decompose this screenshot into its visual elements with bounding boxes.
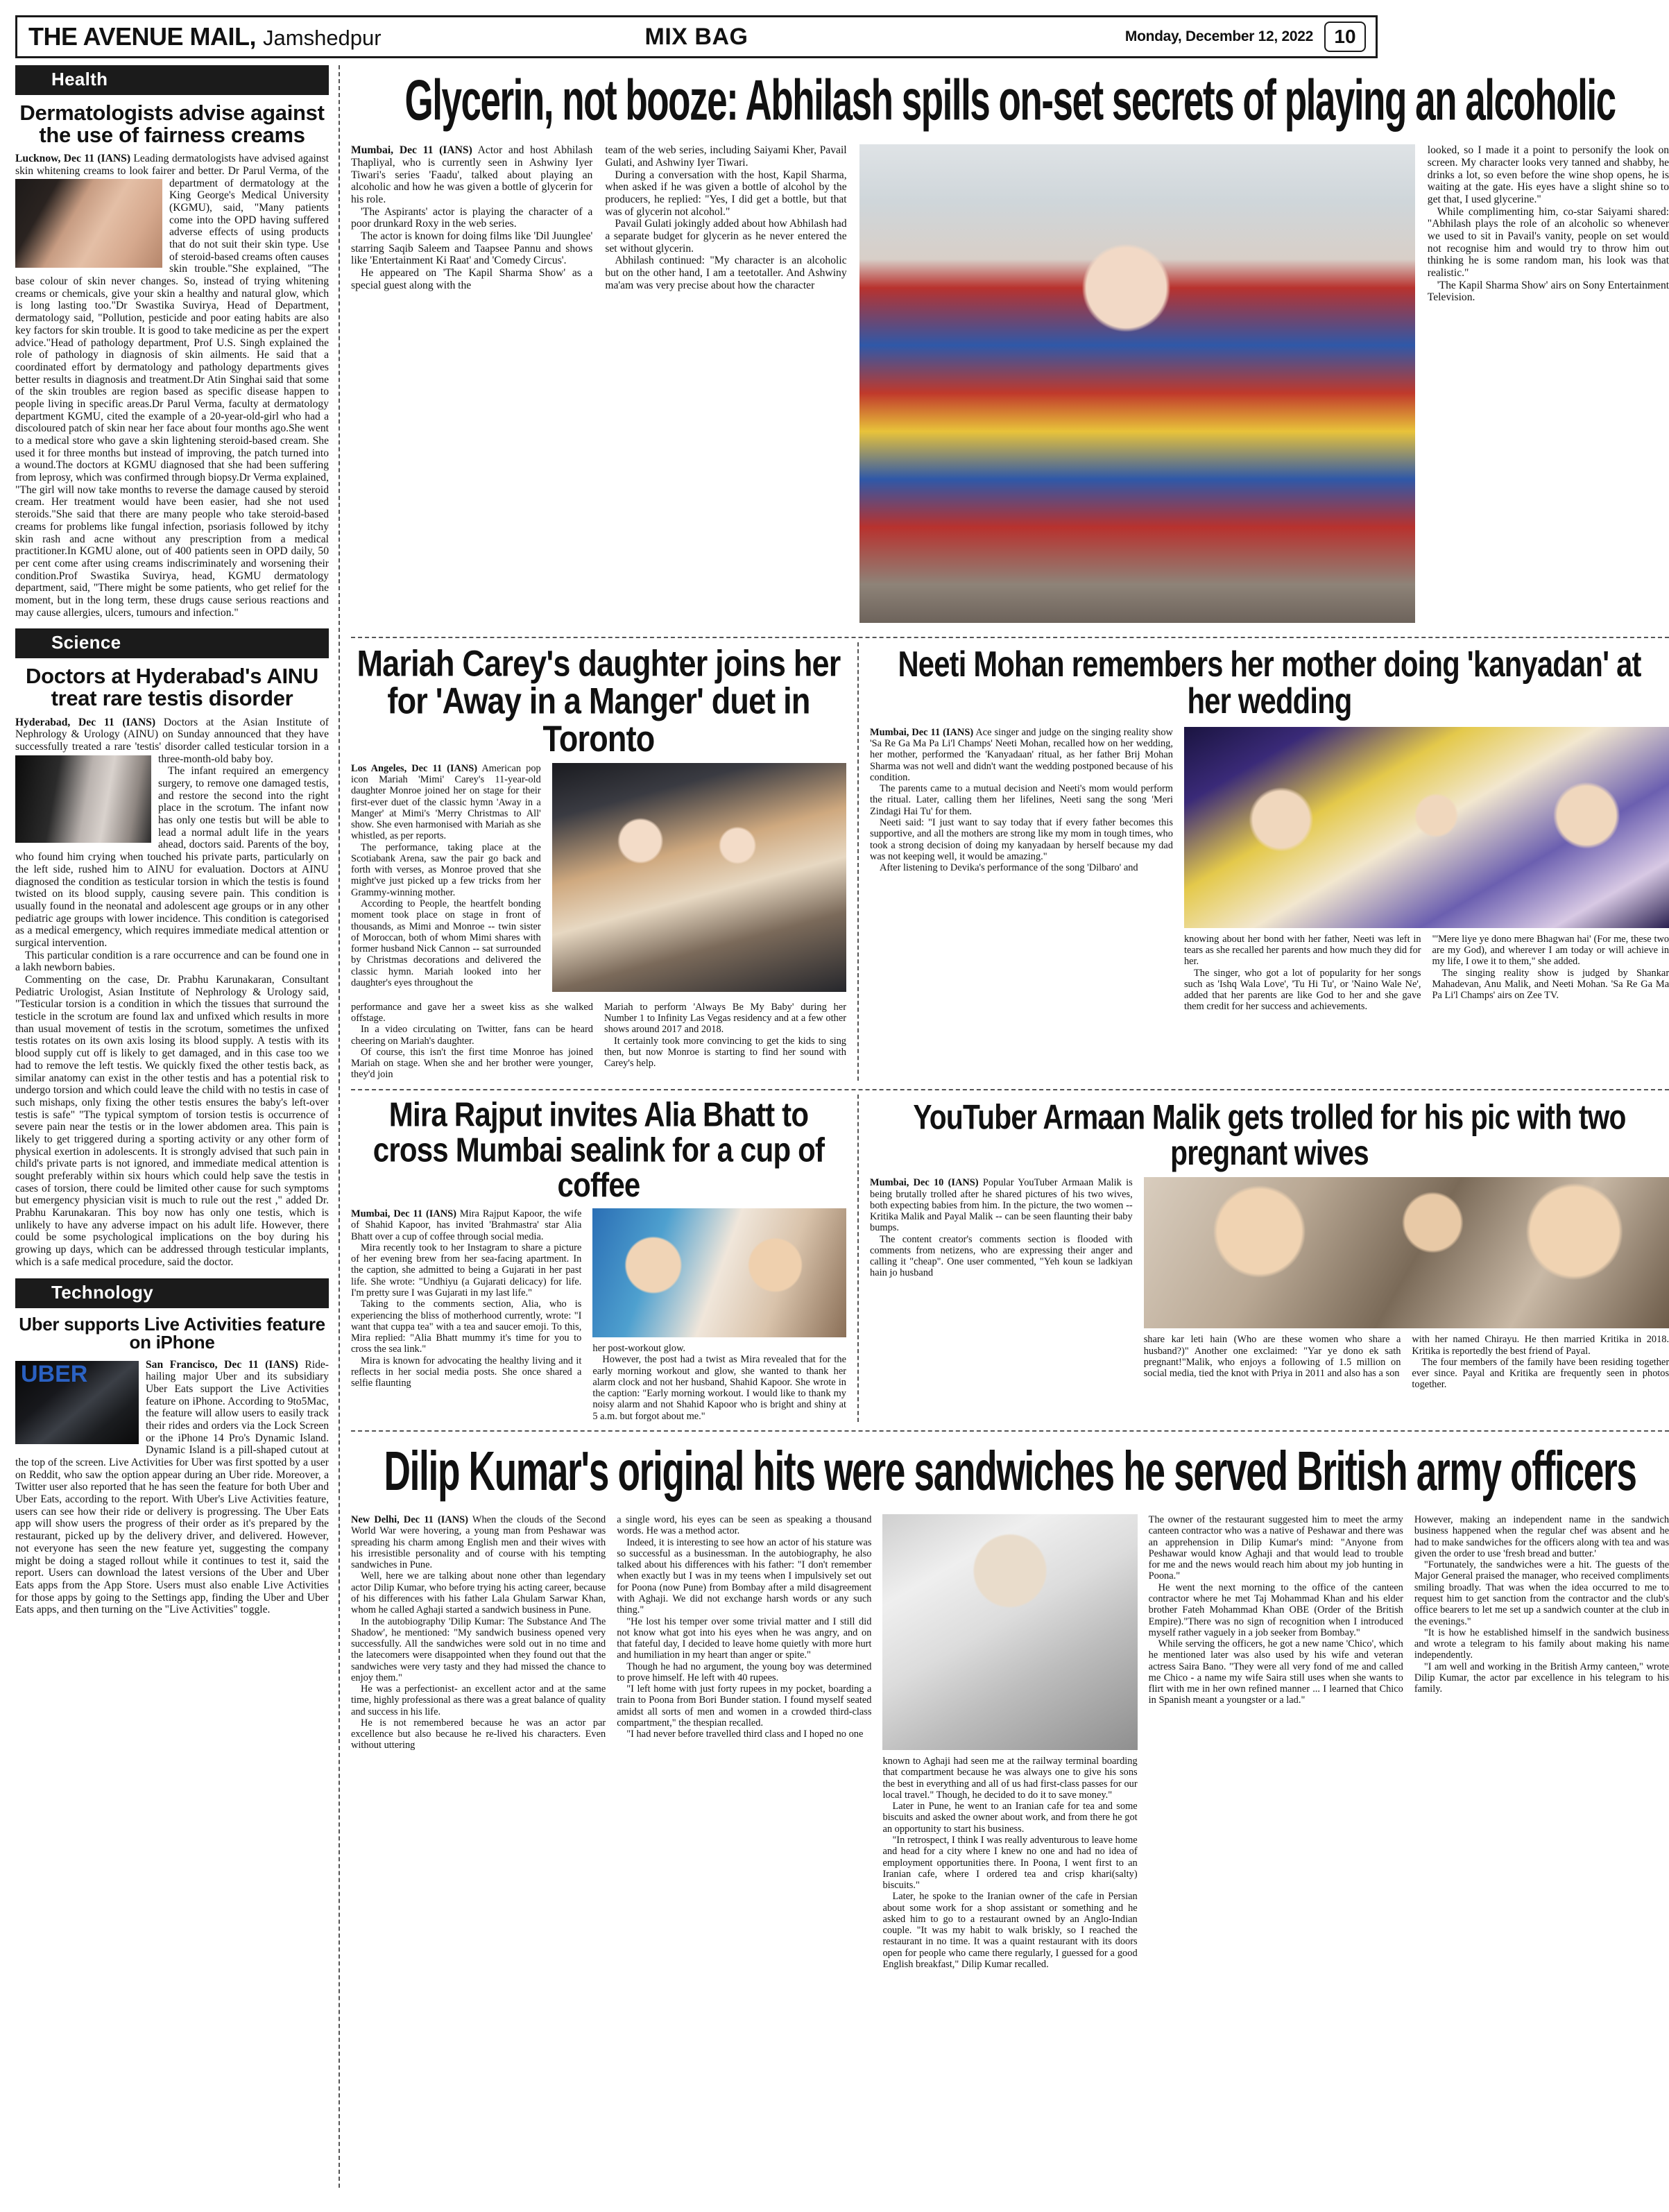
paragraph: "I am well and working in the British Army canteen," wrote Dilip Kumar, the actor par excellence in his telegram to his family. — [1414, 1661, 1669, 1695]
lead-col-2 — [605, 144, 846, 628]
mira-top — [351, 1208, 846, 1422]
paragraph: Actor and host Abhilash Thapliyal, who is currently seen in Ashwiny Iyer Tiwari's series 'Faadu', talked about playing an alcoholic and how he was given a bottle of glycerin for his role. — [351, 144, 593, 205]
sidebar-column — [15, 65, 340, 2188]
mira-dateline: Mumbai, Dec 11 (IANS) — [351, 1208, 456, 1220]
mira-headline: Mira Rajput invites Alia Bhatt to cross Mumbai sealink for a cup of coffee — [373, 1095, 825, 1204]
technology-headline: Uber supports Live Activities feature on iPhone — [19, 1313, 325, 1353]
paragraph: Of course, this isn't the first time Monroe has joined Mariah on stage. When she and her brother were younger, they'd join — [351, 1046, 593, 1081]
neeti-col-1 — [870, 727, 1173, 1013]
neeti-photo-wrap — [1184, 727, 1669, 1013]
masthead-meta — [1125, 22, 1366, 52]
dilip-text-3 — [882, 1756, 1137, 1970]
paragraph: "He lost his temper over some trivial matter and I still did not know what got into his eyes when he was angry, and on that fateful day, I decided to leave home quietly with more hurt and humiliation in my heart than anger or spite." — [617, 1615, 872, 1661]
neeti-text-2 — [1184, 934, 1421, 1013]
dilip-text-2 — [617, 1514, 871, 1740]
armaan-text-1 — [870, 1177, 1133, 1278]
neeti-under-photo — [1184, 934, 1669, 1013]
paragraph: The performance, taking place at the Scotiabank Arena, saw the pair go back and forth with verses, as Monroe proved that she might've just picked up a few tricks from her Grammy-winning mother. — [351, 841, 541, 898]
paragraph: However, making an independent name in the sandwich business happened when the regular chef was absent and he had to make sandwiches for the officers along with tea and was given the order to use 'fresh bread and butter.' — [1414, 1514, 1669, 1559]
technology-body: Ride-hailing major Uber and its subsidiary Uber Eats support the Live Activities feature on iPhone. According to 9to5Mac, the feature will allow users to easily track their rides and orders via the Lock Screen or the iPhone 14 Pro's Dynamic Island. Dynamic Island is a pill-shaped cutout at the top of the screen. Live Activities for Uber was first spotted by a user on Reddit, who saw the option appear during an Uber ride. Moreover, a Twitter user also reported that he has seen the feature for both Uber and Uber Eats, according to the report. With Uber's Live Activities feature, users can see how their ride or delivery is progressing. The Uber Eats app will show users the progress of their order as it's prepared by the restaurant, picked up by the delivery driver, and delivered. However, not everyone has seen the new feature yet, suggesting the company might be doing a staged rollout while it continues to test it, said the report. Users can download the latest versions of the Uber and Uber Eats apps from the App Store. Users must also enable Live Activities for those apps by going to the Settings app, finding the Uber and Uber Eats apps, and then turning on the "Live Activities" toggle. — [15, 1358, 329, 1616]
neeti-text-1 — [870, 727, 1173, 873]
paragraph: In a video circulating on Twitter, fans can be heard cheering on Mariah's daughter. — [351, 1024, 593, 1047]
dilip-col-4 — [1149, 1514, 1403, 1970]
dilip-text-5 — [1414, 1514, 1669, 1695]
paragraph: "I had never before travelled third class and I hoped no one — [626, 1729, 864, 1740]
lead-story-columns — [351, 144, 1669, 628]
lead-story — [351, 65, 1669, 628]
neeti-text-3 — [1432, 934, 1669, 1013]
armaan-col-1 — [870, 1177, 1133, 1390]
armaan-text-3 — [1412, 1334, 1669, 1390]
paragraph: performance and gave her a sweet kiss as she walked offstage. — [351, 1001, 593, 1024]
newspaper-title: THE AVENUE MAIL, — [28, 22, 257, 51]
lead-headline: Glycerin, not booze: Abhilash spills on-set secrets of playing an alcoholic — [404, 68, 1616, 133]
page-number-badge: 10 — [1324, 22, 1366, 52]
paragraph: After listening to Devika's performance of the song 'Dilbaro' and — [880, 862, 1138, 874]
paragraph: Though he had no argument, the young boy was determined to prove himself. He left with 40 rupees. — [617, 1661, 872, 1683]
paragraph: Ace singer and judge on the singing reality show 'Sa Re Ga Ma Pa Li'l Champs' Neeti Mohan, recalled how on her wedding, her mother, performed the 'Kanyadaan' ritual, as her father Brij Mohan Sharma was not well and didn't want the wedding postponed because of his condition. — [870, 726, 1173, 783]
lead-text-3 — [1428, 144, 1669, 304]
paragraph: While complimenting him, co-star Saiyami shared: "Abhilash plays the role of an alcoholic so whenever we used to sit in Pavail's vanity, people on set would not recognise him and would try to throw him out thinking he is some random man, his look was that realistic." — [1427, 205, 1669, 279]
paragraph: Pavail Gulati jokingly added about how Abhilash had a separate budget for glycerin as he never entered the set without glycerin. — [605, 218, 847, 255]
mariah-col-1 — [351, 763, 541, 997]
armaan-under-photo — [1144, 1334, 1669, 1390]
science-headline: Doctors at Hyderabad's AINU treat rare testis disorder — [26, 664, 318, 710]
lead-text-2 — [605, 144, 846, 291]
paragraph: The actor is known for doing films like 'Dil Juunglee' starring Saqib Saleem and Taapsee Pannu and shows like 'Entertainment Ki Raat' and 'Comedy Circus'. — [351, 230, 593, 267]
mariah-dateline: Los Angeles, Dec 11 (IANS) — [351, 762, 478, 774]
paragraph: Popular YouTuber Armaan Malik is being brutally trolled after he shared pictures of his two wives, both expecting babies from him. In the picture, the two women -- Kritika Malik and Payal Malik -- can be seen flaunting their baby bumps. — [870, 1177, 1133, 1234]
neeti-col-1-text — [870, 727, 1173, 873]
section-name: MIX BAG — [644, 23, 748, 50]
neeti-headline: Neeti Mohan remembers her mother doing 'kanyadan' at her wedding — [898, 644, 1641, 721]
masthead-brand — [28, 22, 382, 51]
paragraph: Taking to the comments section, Alia, who is experiencing the bliss of motherhood currently, wrote: "I want that cuppa tea" with a tea and saucer emoji. To this, Mira replied: "Alia Bhatt mummy it's time for you to cross the sea link." — [351, 1298, 582, 1355]
mariah-photo-wrap — [552, 763, 846, 997]
mira-col-1-text — [351, 1208, 581, 1389]
lead-dateline: Mumbai, Dec 11 (IANS) — [351, 144, 472, 157]
armaan-wives-photo — [1144, 1177, 1669, 1328]
health-headline: Dermatologists advise against the use of fairness creams — [19, 101, 325, 147]
paragraph: Indeed, it is interesting to see how an actor of his stature was so successful as a businessman. In the autobiography, he also talked about his differences with his father: "I don't remember when exactly but I was in my teens when I impulsively set out for Poona (now Pune) from Bombay after a mild disagreement with Aghaji. We did not exchange harsh words or any such thing." — [617, 1536, 872, 1616]
paragraph: team of the web series, including Saiyami Kher, Pavail Gulati, and Ashwiny Iyer Tiwari. — [605, 144, 847, 169]
dilip-kumar-portrait-photo — [882, 1514, 1137, 1750]
dilip-text-4 — [1149, 1514, 1403, 1706]
dilip-columns — [351, 1514, 1669, 1970]
divider-1 — [351, 637, 1669, 638]
row-2 — [351, 1095, 1669, 1422]
paragraph: The singing reality show is judged by Shankar Mahadevan, Anu Malik, and Neeti Mohan. 'Sa Re Ga Ma Pa Li'l Champs' airs on Zee TV. — [1432, 967, 1669, 1002]
main-column — [340, 65, 1669, 2188]
science-p4: Commenting on the case, Dr. Prabhu Karunakaran, Consultant Pediatric Urologist, Asian Institute of Nephrology & Urology said, "Testicular torsion is a condition in which the tissues that surround the testicle in the scrotum are found lax and unfixed which results in more than usual movement of testis in the scrotum, sometimes the unfixed testis rotates on its own axis losing its blood supply. A testis with its blood supply cut off is likely to get damaged, and in this case too we had to remove the left testis. We quickly fixed the other testis back, as similar anatomy can exist in the other testis and has a potential risk to undergo torsion and which could leave the child with no testis in case of such mishaps, only fixing the other testis ensures the baby's left-over testis is safe" "The typical symptom of torsion testis is occurrence of severe pain near the testis or in the lower abdomen area. This pain is likely to get triggered during a sporting activity or any other form of physical exertion in adolescents. It is strongly advised that such pain in child's private parts is not ignored, and immediate medical attention is sought preferably within six hours which could help save the testis in cases of torsion, there could be limited other cause for such symptoms but emergency physician visit is much to rule out the rest ," added Dr. Prabhu Karunakaran. This boy now has only one testis, which is unlikely to have any adverse impact on his adult life. However, there could be some psychological implications on the boy during his growing up days, which can be addressed through testicular implants, which is a safe medical procedure, said the doctor. — [15, 974, 329, 1268]
lead-col-1 — [351, 144, 592, 628]
paragraph: During a conversation with the host, Kapil Sharma, when asked if he was given a bottle of alcohol by the producers, he replied: "Yes, I did get a bottle, but that was of glycerin not alcohol." — [605, 169, 847, 218]
paragraph: American pop icon Mariah 'Mimi' Carey's 11-year-old daughter Monroe joined her on stage for their first-ever duet of the classic hymn 'Away in a Manger' at Mimi's 'Merry Christmas to All' show. She even harmonised with Mariah as she whistled, as per reports. — [351, 762, 541, 842]
paragraph: "It is how he established himself in the sandwich business and wrote a telegram to his family about making his name independently. — [1414, 1627, 1669, 1661]
armaan-headline: YouTuber Armaan Malik gets trolled for his pic with two pregnant wives — [913, 1097, 1626, 1172]
uber-logo-photo — [15, 1361, 139, 1444]
paragraph: "Fortunately, the sandwiches were a hit. The guests of the Major General praised the manager, who received compliments smiling broadly. That was when the idea occurred to me to request him to get sanction from the contractor and the club's office bearers to let me set up a sandwich counter at the club in the evenings." — [1414, 1559, 1669, 1627]
paragraph: According to People, the heartfelt bonding moment took place on stage in front of thousands, as Mimi and Monroe -- twin sister of Moroccan, both of whom Mimi shares with former husband Nick Cannon -- sat surrounded by Christmas decorations and delivered the classic hymn. Mariah looked into her daughter's eyes throughout the — [351, 898, 541, 988]
lead-col-1-text — [351, 144, 592, 291]
publication-date: Monday, December 12, 2022 — [1124, 28, 1313, 44]
mariah-top — [351, 763, 846, 997]
mira-text-2 — [592, 1343, 846, 1422]
technology-dateline: San Francisco, Dec 11 (IANS) — [146, 1358, 298, 1371]
paragraph: The owner of the restaurant suggested him to meet the army canteen contractor who was a native of Peshawar and there was an apprehension in Dilip Kumar's mind: "Anyone from Peshawar would know Aghaji and that would lead to trouble for me and the news would reach him about my job hunting in Poona." — [1148, 1514, 1403, 1582]
mira-text-1 — [351, 1208, 581, 1389]
paragraph: knowing about her bond with her father, Neeti was left in tears as she recalled her parents and how much they did for her. — [1183, 933, 1421, 968]
paragraph: When the clouds of the Second World War were hovering, a young man from Peshawar was spreading his charm among English men and their wives with his irresistible personality and of course with his tempting sandwiches in Pune. — [351, 1514, 606, 1571]
fairness-cream-photo — [15, 179, 162, 268]
armaan-story — [857, 1095, 1669, 1422]
newspaper-city: Jamshedpur — [263, 26, 382, 50]
mariah-text-2 — [351, 1002, 593, 1081]
mira-col-1 — [351, 1208, 581, 1422]
paragraph: He appeared on 'The Kapil Sharma Show' as a special guest along with the — [351, 267, 593, 291]
paragraph: 'The Kapil Sharma Show' airs on Sony Entertainment Television. — [1427, 279, 1669, 304]
dilip-col-5 — [1414, 1514, 1669, 1970]
paragraph: Abhilash continued: "My character is an alcoholic but on the other hand, I am a teetotaller. And Ashwiny ma'am was very precise about how the character — [605, 255, 847, 291]
mariah-col-1-text — [351, 763, 541, 988]
paragraph: While serving the officers, he got a new name 'Chico', which he mentioned later was also used by his wife and veteran actress Saira Bano. "They were all very fond of me and called me Chico - a name my wife Saira still uses when she wants to flirt with me in her own refined manner ... I learned that Chico in Spanish meant a youngster or a lad." — [1148, 1638, 1403, 1706]
armaan-text-2: share kar leti hain (Who are these women who share a husband?)" Another one exclaimed: "Yar ye dono ek sath pregnant!"Malik, who enjoys a following of 1.5 million on social media, tied the knot with Priya in 2011 and also has a son — [1143, 1334, 1401, 1380]
mariah-story — [351, 642, 857, 1081]
paragraph: Neeti said: "I just want to say today that if every father becomes this supportive, and all the mothers are strong like my mom in tough times, who took a strong decision of doing my kanyadaan by herself because my dad was not keeping well, it would be amazing." — [870, 816, 1173, 862]
mariah-monroe-stage-photo — [552, 763, 846, 992]
neeti-dateline: Mumbai, Dec 11 (IANS) — [870, 726, 974, 738]
section-header-technology: Technology — [15, 1278, 329, 1308]
masthead — [15, 15, 1378, 58]
mira-story — [351, 1095, 857, 1422]
paragraph: Mariah to perform 'Always Be My Baby' during her Number 1 to Infinity Las Vegas residency and at a few other shows around 2017 and 2018. — [604, 1001, 846, 1036]
paragraph: The parents came to a mutual decision and Neeti's mom would perform the ritual. Later, calling them her lifelines, Neeti sang the song 'Meri Zindagi Hai Tu' for them. — [870, 783, 1173, 817]
dilip-col-1 — [351, 1514, 606, 1970]
dilip-story — [351, 1434, 1669, 1970]
paragraph: The content creator's comments section is flooded with comments from netizens, who are expressing their anger and calling it "cheap". One user commented, "Yeh koun se ladkiyan hain jo husband — [870, 1233, 1133, 1279]
armaan-dateline: Mumbai, Dec 10 (IANS) — [870, 1177, 979, 1189]
technology-article-body — [15, 1359, 329, 1616]
paragraph: a single word, his eyes can be seen as speaking a thousand words. He was a method actor. — [617, 1514, 872, 1537]
paragraph: Mira is known for advocating the healthy living and it reflects in her social media posts. She once shared a selfie flaunting — [351, 1355, 582, 1389]
page-body — [15, 65, 1669, 2188]
dilip-col-1-text — [351, 1514, 606, 1751]
neeti-story — [857, 642, 1669, 1081]
health-dateline: Lucknow, Dec 11 (IANS) — [15, 153, 131, 165]
paragraph: "'Mere liye ye dono mere Bhagwan hai' (For me, these two are my God), and wherever I am today or will achieve in my life, I owe it to them," she added. — [1432, 933, 1669, 968]
divider-2 — [351, 1089, 1669, 1090]
mariah-text-3 — [604, 1002, 846, 1081]
paragraph: He went the next morning to the office of the canteen contractor where he met Taj Mohammad Khan and his elder brother Fateh Mohammad Khan OBE (Order of the British Empire)."There was no sign of recognition when I introduced myself rather vaguely in a job seeker from Bombay." — [1148, 1581, 1403, 1638]
lead-photo-wrap — [859, 144, 1415, 628]
armaan-top — [870, 1177, 1669, 1390]
science-article-body — [15, 717, 329, 1269]
paragraph: Later, he spoke to the Iranian owner of the cafe in Persian about some work for a shop assistant or something and he asked him to go to a restaurant owned by an Anglo-Indian couple. "It was my habit to walk briskly, so I reached the restaurant in no time. It was a quaint restaurant with its doors open for people who came there regularly, I guessed for a good English breakfast," Dilip Kumar recalled. — [882, 1891, 1138, 1970]
health-body: Dr Parul Verma, of the department of dermatology at the King George's Medical University (KGMU), said, "Many patients come into the OPD having suffered adverse effects of using products that do not suit their skin type. Use of steroid-based creams often causes skin trouble."She explained, "The base colour of skin never changes. So, instead of trying whitening creams or chemicals, give your skin a healthy and natural glow, which is long lasting too."Dr Swastika Suvirya, Head of Department, dermatology said, "Pollution, pesticide and poor eating habits are also key factors for skin trouble. It is good to take medicine as per the expert advice."Head of pathology department, Prof U.S. Singh explained the role of pathology in diagnosis of skin ailments. He said that a coordinated effort by dermatology and pathology departments gives better results in diagnosis and treatment.Dr Atin Singhai said that some of the skin troubles are region based as specific disease happen to people living in specific areas.Dr Parul Verma, faculty at dermatology department KGMU, cited the example of a 20-year-old-girl who had a discoloured patch of skin near her face about four months ago.She went to a medical store who gave a skin lightening steroid-based cream. She used it for three months but instead of improving, the patch turned into a wound.The doctors at KGMU diagnosed that she had been suffering from leprosy, which was confirmed through biopsy.Dr Verma explained, "The girl will now take months to reverse the damage caused by steroid cream. Her treatment would have been easier, had she not used steroids."She said that there are many people who take steroid-based creams for problems like fungal infection, psoriasis followed by itchy skin rash and acne without any prescription from a medical practitioner.In KGMU alone, out of 400 patients seen in OPD daily, 50 per cent come after using creams indiscriminately and worsening their condition.Prof Swastika Suvirya, head, KGMU dermatology department, said, "There might be some patients, who get relief for the moment, but in the long term, these drugs cause serious reactions and may cause allergies, ulcers, tumours and infection." — [15, 164, 329, 619]
paragraph: The singer, who got a lot of popularity for her songs such as 'Ishq Wala Love', 'Tu Hi Tu', or 'Naino Wale Ne', added that her parents are like God to her and she gave them credit for her success and achievements. — [1183, 967, 1421, 1013]
neeti-judges-photo — [1184, 727, 1669, 928]
paragraph: known to Aghaji had seen me at the railway terminal boarding that compartment because he was always one to give his sons the best in everything and all of us had first-class passes for our local travel." Though, he decided to do it to save money." — [882, 1756, 1138, 1801]
armaan-right — [1144, 1177, 1669, 1390]
mariah-text-1 — [351, 763, 541, 988]
science-lede: Doctors at the Asian Institute of Nephrology & Urology (AINU) on Sunday announced that they have successfully treated a rare 'testis' disorder called testicular torsion in a three-month-old baby boy. — [15, 716, 329, 765]
paragraph: her post-workout glow. — [592, 1343, 686, 1355]
paragraph: Mira recently took to her Instagram to share a picture of her evening brew from her sea-facing apartment. In the caption, she admitted to being a Gujarati in her past life. She wrote: "Undhiyu (a Gujarati delicacy) for life. I'm pretty sure I was Gujarati in my last life." — [351, 1242, 582, 1298]
paragraph: "I left home with just forty rupees in my pocket, boarding a train to Poona from Bori Bunder station. I found myself seated amidst all sorts of men and women in a crowded third-class compartment," the thespian recalled. — [617, 1683, 872, 1729]
paragraph: He was a perfectionist- an excellent actor and at the same time, highly professional as there was a great balance of quality and success in his life. — [351, 1683, 606, 1717]
paragraph: with her named Chirayu. He then married Kritika in 2018. Kritika is reportedly the best friend of Payal. — [1412, 1334, 1669, 1357]
paragraph: The four members of the family have been residing together ever since. Payal and Kritika are frequently seen in photos together. — [1412, 1356, 1669, 1391]
paragraph: Mira Rajput Kapoor, the wife of Shahid Kapoor, has invited 'Brahmastra' star Alia Bhatt over a cup of coffee through social media. — [351, 1208, 582, 1242]
dilip-col-3 — [882, 1514, 1137, 1970]
paragraph: It certainly took more convincing to get the kids to sing then, but now Monroe is starting to find her sound with Carey's help. — [604, 1035, 846, 1070]
mira-right — [592, 1208, 846, 1422]
dilip-text-1 — [351, 1514, 606, 1751]
neeti-top — [870, 727, 1669, 1013]
divider-3 — [351, 1430, 1669, 1432]
dilip-headline: Dilip Kumar's original hits were sandwiches he served British army officers — [384, 1439, 1636, 1502]
testis-disorder-photo — [15, 755, 151, 843]
health-lede: Leading dermatologists have advised against skin whitening creams to look fairer and better. — [15, 153, 329, 177]
mid-row — [351, 642, 1669, 1081]
science-p2: The infant required an emergency surgery, to remove one damaged testis, and restore the second into the right place in the scrotum. The infant now has only one testis but will be able to lead a normal adult life in the years ahead, doctors said. Parents of the boy, who found him crying when touched his private parts, particularly on the left side, rushed him to AINU for evaluation. Doctors at AINU diagnosed the condition as testicular torsion in which the testis is found twisted on its blood supply, causing severe pain. This condition is usually found in the neonatal and adolescent age groups or in any other pediatric age groups with lower incidence. This condition is categorised as a medical emergency, which requires immediate medical attention or surgical intervention. — [15, 765, 329, 949]
paragraph: "In retrospect, I think I was really adventurous to leave home and head for a city where I knew no one and had no idea of employment opportunities there. In Poona, I went first to an Iranian cafe, where I ordered tea and crisp khari(salty) biscuits." — [882, 1834, 1138, 1892]
dilip-dateline: New Delhi, Dec 11 (IANS) — [351, 1514, 468, 1526]
mariah-bottom — [351, 1002, 846, 1081]
paragraph: Later in Pune, he went to an Iranian cafe for tea and some biscuits and asked the owner about work, and from there he got an opportunity to start his business. — [882, 1801, 1138, 1835]
section-header-science: Science — [15, 628, 329, 658]
health-article-body — [15, 153, 329, 619]
paragraph: However, the post had a twist as Mira revealed that for the early morning workout and glow, she wanted to thank her alarm clock and not her husband, Shahid Kapoor. She wrote in the caption: "Early morning workout. I would like to thank my noisy alarm and not Shahid Kapoor who is bright and shiny at 5 a.m. but forgot about me." — [592, 1354, 846, 1422]
dilip-col-2 — [617, 1514, 871, 1970]
paragraph: In the autobiography 'Dilip Kumar: The Substance And The Shadow', he mentioned: "My sandwich business opened very successfully. All the sandwiches were sold out in no time and the latecomers were disappointed when they found out that the sandwiches were very tasty and they had missed the chance to enjoy them." — [351, 1615, 606, 1683]
paragraph: He is not remembered because he was an actor par excellence but also because he re-lived his characters. Even without uttering — [351, 1717, 606, 1751]
paragraph: looked, so I made it a point to personify the look on screen. My character looks very tanned and shabby, he drinks a lot, so even before the wine shop opens, he is waiting at the gate. His eyes have a slight shine so to get that, I used glycerine." — [1427, 144, 1669, 205]
section-header-health: Health — [15, 65, 329, 95]
lead-col-3 — [1428, 144, 1669, 628]
mariah-headline: Mariah Carey's daughter joins her for 'Away in a Manger' duet in Toronto — [357, 642, 841, 760]
mira-alia-photo — [592, 1208, 846, 1337]
lead-text-1 — [351, 144, 592, 291]
paragraph: 'The Aspirants' actor is playing the character of a poor drunkard Roxy in the web series. — [351, 205, 593, 230]
abhilash-costar-photo — [859, 144, 1415, 623]
paragraph: Well, here we are talking about none other than legendary actor Dilip Kumar, who before trying his acting career, because of his differences with his father Lala Ghulam Sarwar Khan, whom he called Aghaji started a sandwich business in Pune. — [351, 1570, 606, 1616]
science-dateline: Hyderabad, Dec 11 (IANS) — [15, 716, 156, 728]
armaan-col-1-text — [870, 1177, 1133, 1278]
science-p3: This particular condition is a rare occurrence and can be found one in a lakh newborn babies. — [15, 949, 329, 974]
